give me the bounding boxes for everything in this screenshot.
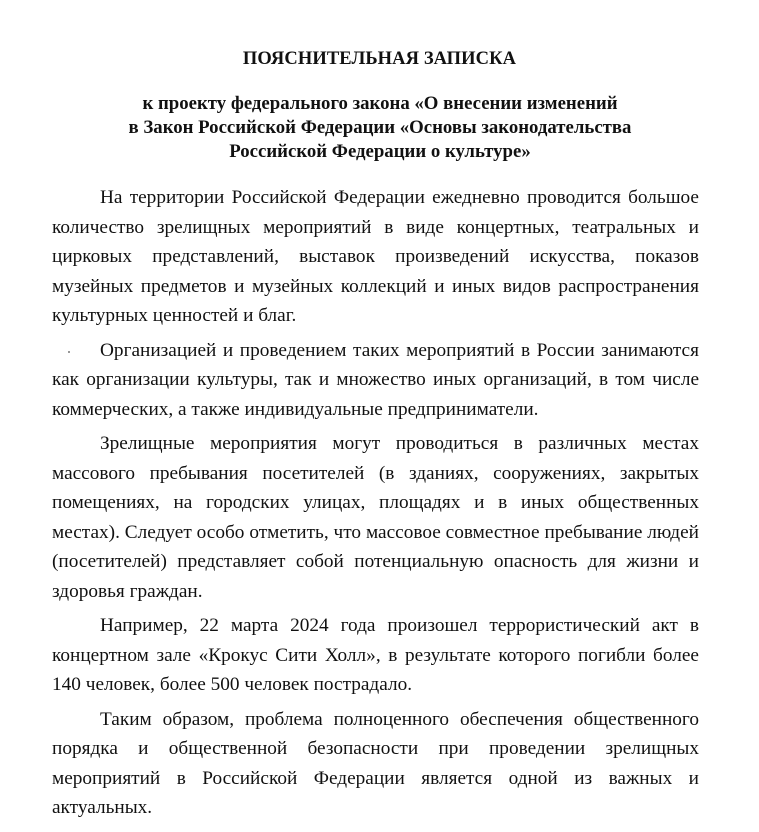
document-subtitle — [110, 92, 650, 164]
paragraph-organizers: Организацией и проведением таких мероприятий в России занимаются как организации культуры, так и множество иных организаций, в том числе коммерческих, а также индивидуальные предприниматели. — [52, 339, 699, 420]
paragraph-events-overview: На территории Российской Федерации ежедневно проводится большое количество зрелищных мероприятий в виде концертных, театральных и цирковых представлений, выставок произведений искусства, показов музейных предметов и музейных коллекций и иных видов распространения культурных ценностей и благ. — [52, 187, 699, 326]
subtitle-line: к проекту федерального закона «О внесении изменений — [142, 93, 618, 114]
document-title: ПОЯСНИТЕЛЬНАЯ ЗАПИСКА — [242, 49, 517, 69]
paragraph-conclusion: Таким образом, проблема полноценного обеспечения общественного порядка и общественной безопасности при проведении зрелищных мероприятий в Российской Федерации является одной из важных и актуальных. — [52, 708, 699, 818]
paragraph-venues-danger: Зрелищные мероприятия могут проводиться в различных местах массового пребывания посетителей (в зданиях, сооружениях, закрытых помещениях, на городских улицах, площадях и в иных общественных местах). Следует особо отметить, что массовое совместное пребывание людей (посетителей) представляет собой потенциальную опасность для жизни и здоровья граждан. — [52, 433, 699, 602]
paragraph-crocus-example: Например, 22 марта 2024 года произошел террористический акт в концертном зале «Крокус Сити Холл», в результате которого погибли более 140 человек, более 500 человек пострадало. — [52, 615, 699, 695]
document-body — [52, 183, 699, 823]
subtitle-line: Российской Федерации о культуре» — [229, 141, 531, 162]
subtitle-line: в Закон Российской Федерации «Основы законодательства — [128, 117, 632, 138]
